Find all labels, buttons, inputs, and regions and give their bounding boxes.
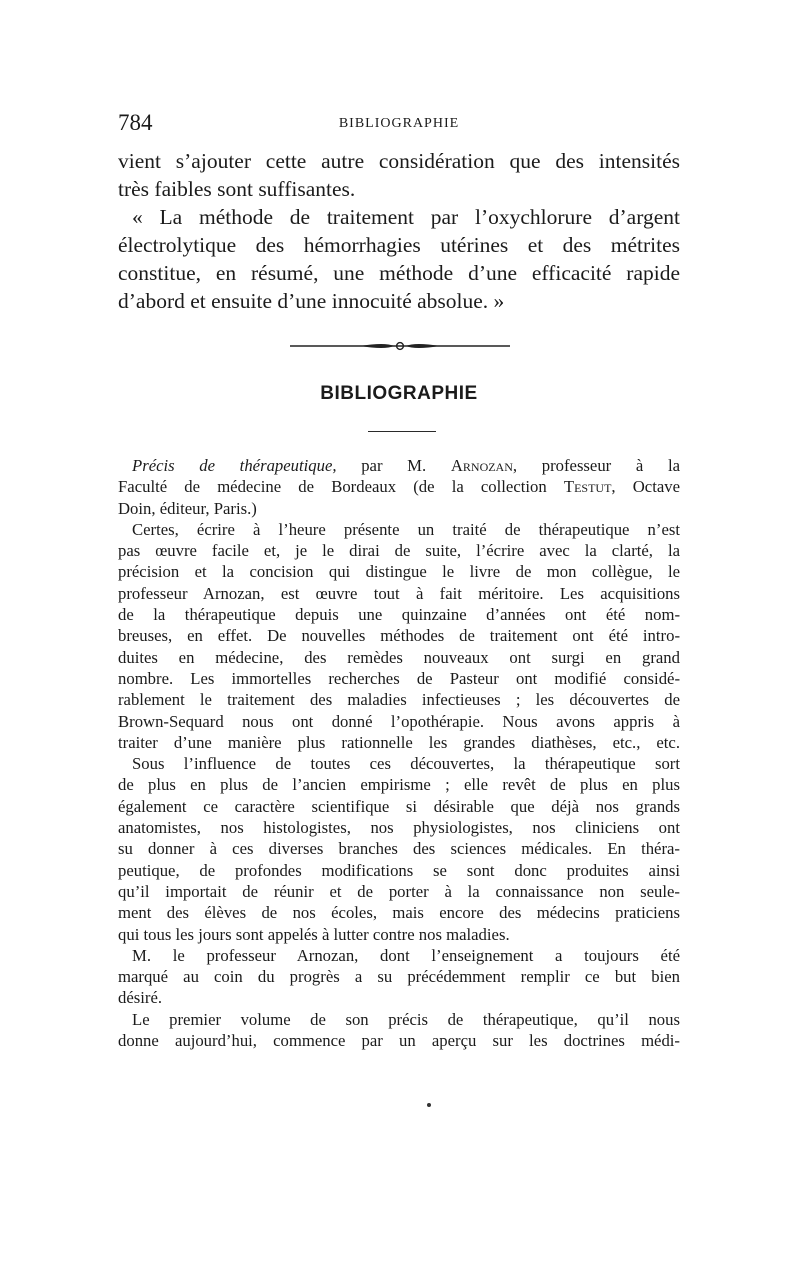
running-title: BIBLIOGRAPHIE (338, 116, 460, 131)
body-line: M. le professeur Arnozan, dont l’enseignement a toujours été (132, 945, 680, 965)
body-line: de la thérapeutique depuis une quinzaine d’années ont été nom- (118, 605, 680, 625)
body-line: également ce caractère scientifique si désirable que déjà nos grands (118, 796, 680, 816)
body-line: anatomistes, nos histologistes, nos physiologistes, nos cliniciens ont (118, 818, 680, 838)
body-line: donne aujourd’hui, commence par un aperçu sur les doctrines médi- (118, 1031, 680, 1051)
author-name: Arnozan, (450, 456, 518, 475)
running-head (118, 110, 680, 140)
body-line: nombre. Les immortelles recherches de Pasteur ont modifié considé- (118, 668, 680, 688)
print-dot (427, 1103, 431, 1107)
text-line: vient s’ajouter cette autre considération que des intensités (118, 149, 680, 173)
citation-line (118, 455, 680, 476)
body-line: breuses, en effet. De nouvelles méthodes de traitement ont été intro- (118, 626, 680, 646)
citation-publisher-start: Octave (632, 477, 680, 497)
body-line: peutique, de profondes modifications se sont donc produites ainsi (118, 860, 680, 880)
text-line: très faibles sont suffisantes. (118, 177, 356, 201)
citation-faculty: Faculté de médecine de Bordeaux (de la collection (118, 477, 547, 497)
body-line: marqué au coin du progrès a su précédemment remplir ce but bien (118, 967, 680, 987)
text-line: constitue, en résumé, une méthode d’une efficacité rapide (118, 261, 680, 285)
ornamental-divider (290, 340, 510, 352)
body-line: traiter d’une manière plus rationnelle les grandes diathèses, etc., etc. (118, 732, 680, 752)
book-title: Précis de thérapeutique, (132, 456, 337, 475)
body-line: Sous l’influence de toutes ces découvertes, la thérapeutique sort (132, 754, 680, 774)
body-line: désiré. (118, 988, 163, 1008)
section-title: BIBLIOGRAPHIE (320, 383, 478, 404)
body-line: pas œuvre facile et, je le dirai de suite, l’écrire avec la clarté, la (118, 541, 680, 561)
body-line: qu’il importait de réunir et de porter à la connaissance non seule- (118, 881, 680, 901)
title-rule (368, 431, 436, 432)
body-line: rablement le traitement des maladies infectieuses ; les découvertes de (118, 690, 680, 710)
page-number: 784 (118, 110, 153, 135)
body-line: professeur Arnozan, est œuvre tout à fait méritoire. Les acquisitions (118, 583, 680, 603)
citation-line (118, 476, 680, 497)
text-line: d’abord et ensuite d’une innocuité absolue. » (118, 289, 505, 313)
body-line: qui tous les jours sont appelés à lutter contre nos maladies. (118, 924, 510, 944)
body-line: ment des élèves de nos écoles, mais encore des médecins praticiens (118, 903, 680, 923)
body-line: précision et la concision qui distingue le livre de mon collègue, le (118, 562, 680, 582)
body-line: Le premier volume de son précis de thérapeutique, qu’il nous (132, 1009, 680, 1029)
collection-name: Testut, (563, 477, 616, 497)
text-line: électrolytique des hémorrhagies utérines et des métrites (118, 233, 680, 257)
opening-paragraph (118, 147, 680, 315)
body-line: duites en médecine, des remèdes nouveaux ont surgi en grand (118, 647, 680, 667)
body-line: Brown-Sequard nous ont donné l’opothérapie. Nous avons appris à (118, 711, 680, 731)
review-entry (118, 455, 680, 1051)
citation-line: Doin, éditeur, Paris.) (118, 498, 257, 518)
body-line: su donner à ces diverses branches des sciences médicales. En théra- (118, 839, 680, 859)
text-line: « La méthode de traitement par l’oxychlorure d’argent (132, 205, 680, 229)
body-line: de plus en plus de l’ancien empirisme ; elle revêt de plus en plus (118, 775, 680, 795)
citation-by: par M. (361, 456, 427, 475)
body-line: Certes, écrire à l’heure présente un traité de thérapeutique n’est (132, 519, 680, 539)
citation-affiliation: professeur à la (541, 456, 680, 475)
